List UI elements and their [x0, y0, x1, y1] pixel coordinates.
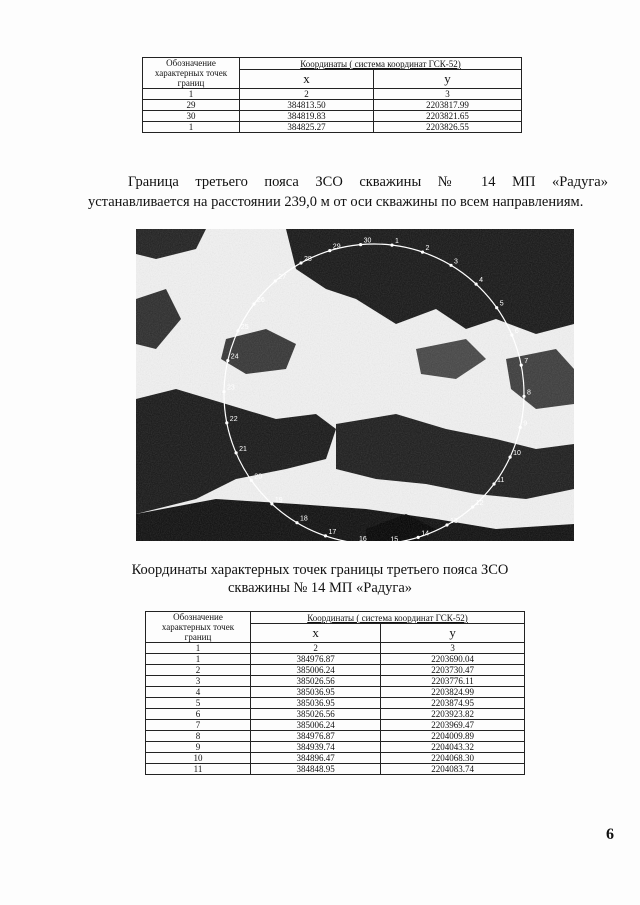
- column-number: 2: [251, 643, 381, 654]
- x-coordinate: 385036.95: [251, 698, 381, 709]
- boundary-point-marker: [492, 482, 495, 485]
- map-graphic: [136, 229, 574, 541]
- boundary-point-marker: [519, 426, 522, 429]
- coordinates-table-bottom: [145, 611, 525, 775]
- y-coordinate: 2203821.65: [374, 111, 522, 122]
- boundary-point-marker: [236, 329, 239, 332]
- boundary-point-marker: [328, 249, 331, 252]
- paragraph-line-2: устанавливается на расстоянии 239,0 м от оси скважины по всем направлениям.: [88, 194, 584, 210]
- boundary-paragraph: [88, 172, 608, 212]
- y-coordinate: 2204043.32: [381, 742, 525, 753]
- boundary-point-label: 9: [523, 420, 528, 428]
- y-coordinate: 2203776.11: [381, 676, 525, 687]
- column-number: 2: [240, 89, 374, 100]
- table-row: [146, 654, 525, 665]
- boundary-point-marker: [510, 334, 513, 337]
- x-coordinate: 384976.87: [251, 731, 381, 742]
- boundary-point-label: 28: [304, 256, 312, 263]
- boundary-point-marker: [471, 505, 474, 508]
- x-coordinate: 384819.83: [240, 111, 374, 122]
- y-coordinate: 2203817.99: [374, 100, 522, 111]
- coordinates-table-top: [142, 57, 522, 133]
- header-point-designation: Обозначение характерных точек границ: [143, 58, 240, 89]
- table-row: [146, 676, 525, 687]
- boundary-point-marker: [252, 302, 255, 305]
- boundary-point-marker: [274, 279, 277, 282]
- boundary-point-label: 29: [332, 243, 341, 251]
- boundary-point-label: 22: [229, 415, 238, 423]
- point-number: 9: [146, 742, 251, 753]
- boundary-point-label: 25: [240, 323, 249, 331]
- y-coordinate: 2203690.04: [381, 654, 525, 665]
- x-coordinate: 384825.27: [240, 122, 374, 133]
- boundary-point-marker: [295, 521, 298, 524]
- y-coordinate: 2203826.55: [374, 122, 522, 133]
- table-row: [146, 731, 525, 742]
- boundary-point-marker: [226, 359, 229, 362]
- point-number: 11: [146, 764, 251, 775]
- boundary-point-label: 17: [328, 528, 337, 536]
- boundary-point-label: 20: [254, 473, 263, 481]
- boundary-point-label: 13: [450, 518, 458, 525]
- header-x: x: [240, 70, 374, 89]
- column-number: 1: [146, 643, 251, 654]
- column-number: 3: [381, 643, 525, 654]
- x-coordinate: 384939.74: [251, 742, 381, 753]
- boundary-point-marker: [222, 390, 225, 393]
- table-row: [146, 665, 525, 676]
- boundary-point-label: 7: [524, 358, 529, 366]
- boundary-point-label: 16: [359, 535, 367, 541]
- boundary-point-label: 11: [497, 477, 505, 484]
- boundary-point-marker: [359, 243, 362, 246]
- point-number: 8: [146, 731, 251, 742]
- point-number: 2: [146, 665, 251, 676]
- boundary-point-marker: [270, 502, 273, 505]
- x-coordinate: 385006.24: [251, 720, 381, 731]
- boundary-point-marker: [421, 251, 424, 254]
- boundary-point-label: 19: [274, 496, 283, 504]
- y-coordinate: 2204068.30: [381, 753, 525, 764]
- point-number: 7: [146, 720, 251, 731]
- table-row: [146, 753, 525, 764]
- boundary-point-marker: [390, 244, 393, 247]
- caption-line-1: Координаты характерных точек границы третьего пояса ЗСО: [131, 562, 509, 578]
- header-coordinates: Координаты ( система координат ГСК-52): [240, 58, 522, 70]
- boundary-point-marker: [520, 364, 523, 367]
- column-number-row: [146, 643, 525, 654]
- boundary-point-label: 26: [257, 297, 265, 304]
- table-row: [146, 742, 525, 753]
- boundary-point-label: 14: [421, 530, 429, 538]
- table-row: [146, 709, 525, 720]
- boundary-point-label: 21: [239, 445, 247, 453]
- point-number: 29: [143, 100, 240, 111]
- boundary-point-label: 12: [475, 500, 484, 507]
- boundary-point-marker: [417, 536, 420, 539]
- table-caption: [120, 561, 520, 597]
- point-number: 3: [146, 676, 251, 687]
- y-coordinate: 2203923.82: [381, 709, 525, 720]
- boundary-point-marker: [324, 534, 327, 537]
- boundary-point-marker: [449, 264, 452, 267]
- table-row: [146, 687, 525, 698]
- caption-line-2: скважины № 14 МП «Радуга»: [227, 580, 413, 596]
- boundary-point-marker: [445, 523, 448, 526]
- boundary-point-label: 4: [479, 277, 484, 285]
- y-coordinate: 2203824.99: [381, 687, 525, 698]
- x-coordinate: 385006.24: [251, 665, 381, 676]
- header-x: x: [251, 624, 381, 643]
- boundary-point-label: 24: [230, 353, 239, 361]
- x-coordinate: 384976.87: [251, 654, 381, 665]
- x-coordinate: 384896.47: [251, 753, 381, 764]
- table-row: [146, 720, 525, 731]
- point-number: 10: [146, 753, 251, 764]
- boundary-point-label: 8: [527, 389, 531, 397]
- header-y: у: [381, 624, 525, 643]
- table-row: [143, 111, 522, 122]
- header-coordinates: Координаты ( система координат ГСК-52): [251, 612, 525, 624]
- boundary-point-marker: [235, 451, 238, 454]
- y-coordinate: 2204083.74: [381, 764, 525, 775]
- boundary-point-label: 6: [514, 328, 519, 336]
- page-number: 6: [606, 826, 614, 843]
- x-coordinate: 385026.56: [251, 676, 381, 687]
- boundary-point-marker: [225, 421, 228, 424]
- table-row: [146, 764, 525, 775]
- point-number: 5: [146, 698, 251, 709]
- table-row: [143, 100, 522, 111]
- boundary-point-label: 27: [278, 274, 287, 281]
- boundary-point-label: 5: [499, 300, 504, 308]
- column-number: 1: [143, 89, 240, 100]
- boundary-point-label: 18: [300, 515, 308, 523]
- boundary-point-marker: [522, 395, 525, 398]
- boundary-point-marker: [509, 456, 512, 459]
- x-coordinate: 384848.95: [251, 764, 381, 775]
- boundary-point-marker: [475, 283, 478, 286]
- boundary-point-label: 23: [227, 384, 235, 392]
- point-number: 6: [146, 709, 251, 720]
- table-row: [143, 122, 522, 133]
- x-coordinate: 385026.56: [251, 709, 381, 720]
- boundary-point-marker: [495, 306, 498, 309]
- x-coordinate: 385036.95: [251, 687, 381, 698]
- point-number: 1: [146, 654, 251, 665]
- y-coordinate: 2203730.47: [381, 665, 525, 676]
- y-coordinate: 2204009.89: [381, 731, 525, 742]
- boundary-point-marker: [250, 479, 253, 482]
- table-row: [146, 698, 525, 709]
- column-number-row: [143, 89, 522, 100]
- boundary-point-marker: [299, 261, 302, 264]
- header-y: у: [374, 70, 522, 89]
- point-number: 4: [146, 687, 251, 698]
- boundary-point-label: 15: [390, 536, 399, 541]
- boundary-point-label: 30: [363, 237, 372, 245]
- aerial-photo-map: [136, 229, 574, 541]
- x-coordinate: 384813.50: [240, 100, 374, 111]
- point-number: 1: [143, 122, 240, 133]
- header-point-designation: Обозначение характерных точек границ: [146, 612, 251, 643]
- column-number: 3: [374, 89, 522, 100]
- boundary-point-label: 1: [395, 238, 399, 246]
- y-coordinate: 2203969.47: [381, 720, 525, 731]
- boundary-point-label: 3: [454, 258, 458, 266]
- boundary-point-label: 2: [425, 245, 430, 253]
- point-number: 30: [143, 111, 240, 122]
- y-coordinate: 2203874.95: [381, 698, 525, 709]
- paragraph-line-1: Граница третьего пояса ЗСО скважины № 14 МП «Радуга»: [128, 174, 608, 190]
- boundary-point-label: 10: [513, 450, 521, 458]
